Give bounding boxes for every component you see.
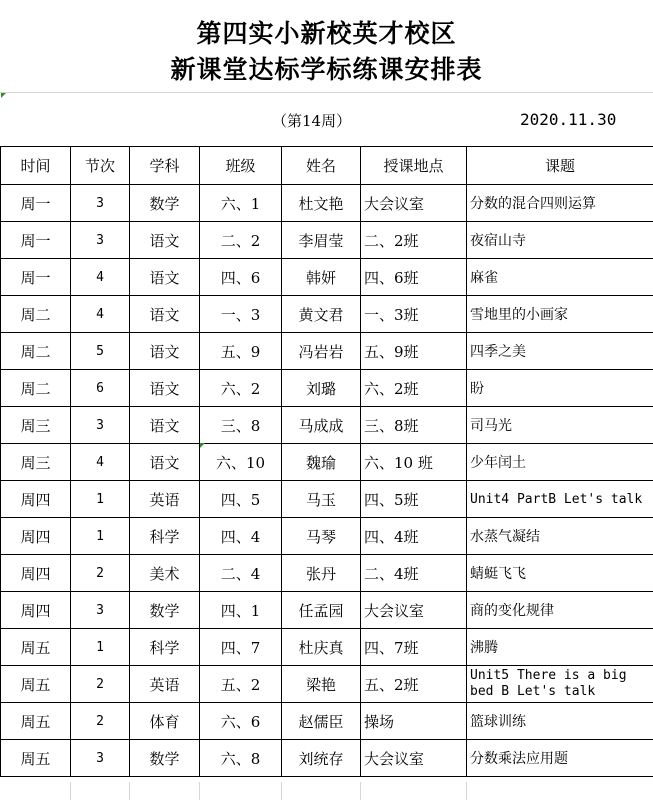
cell-class: 一、3 [200, 296, 282, 333]
week-label: （第14周） [272, 112, 352, 130]
cell-class: 四、1 [200, 592, 282, 629]
table-row [1, 703, 653, 740]
cell-class: 六、10 [200, 444, 282, 481]
cell-class: 二、4 [200, 555, 282, 592]
cell-time: 周四 [1, 592, 71, 629]
cell-class: 四、4 [200, 518, 282, 555]
cell-location: 五、9班 [361, 333, 467, 370]
date-label: 2020.11.30 [520, 110, 617, 129]
cell-class: 二、2 [200, 222, 282, 259]
cell-time: 周一 [1, 222, 71, 259]
cell-class: 五、9 [200, 333, 282, 370]
cell-time: 周三 [1, 407, 71, 444]
table-row [1, 296, 653, 333]
cell-topic: 蜻蜓飞飞 [467, 555, 653, 592]
cell-topic: 司马光 [467, 407, 653, 444]
cell-topic: 四季之美 [467, 333, 653, 370]
cell-location: 四、4班 [361, 518, 467, 555]
table-row [1, 444, 653, 481]
header-topic: 课题 [467, 147, 653, 185]
cell-topic: 少年闰土 [467, 444, 653, 481]
cell-period: 4 [71, 444, 130, 481]
cell-time: 周三 [1, 444, 71, 481]
cell-topic: 分数乘法应用题 [467, 740, 653, 777]
cell-location: 四、6班 [361, 259, 467, 296]
cell-class: 六、8 [200, 740, 282, 777]
cell-location: 二、4班 [361, 555, 467, 592]
cell-time: 周五 [1, 740, 71, 777]
cell-class: 六、2 [200, 370, 282, 407]
cell-teacher: 赵儒臣 [282, 703, 361, 740]
cell-location: 五、2班 [361, 666, 467, 703]
cell-period: 1 [71, 518, 130, 555]
cell-subject: 体育 [130, 703, 200, 740]
cell-time: 周四 [1, 518, 71, 555]
cell-subject: 语文 [130, 222, 200, 259]
cell-location: 大会议室 [361, 185, 467, 222]
table-row [1, 222, 653, 259]
cell-teacher: 马玉 [282, 481, 361, 518]
table-row [1, 259, 653, 296]
cell-subject: 英语 [130, 666, 200, 703]
cell-time: 周五 [1, 703, 71, 740]
cell-location: 大会议室 [361, 740, 467, 777]
cell-teacher: 杜庆真 [282, 629, 361, 666]
cell-location: 四、7班 [361, 629, 467, 666]
cell-time: 周四 [1, 481, 71, 518]
header-time: 时间 [1, 147, 71, 185]
cell-class: 六、6 [200, 703, 282, 740]
cell-location: 操场 [361, 703, 467, 740]
cell-teacher: 马琴 [282, 518, 361, 555]
header-name: 姓名 [282, 147, 361, 185]
cell-teacher: 李眉莹 [282, 222, 361, 259]
cell-topic: 夜宿山寺 [467, 222, 653, 259]
cell-period: 4 [71, 259, 130, 296]
cell-topic: Unit5 There is a big bed B Let's talk [467, 666, 653, 703]
cell-period: 6 [71, 370, 130, 407]
cell-teacher: 黄文君 [282, 296, 361, 333]
cell-period: 1 [71, 481, 130, 518]
cell-subject: 美术 [130, 555, 200, 592]
header-row [1, 147, 653, 185]
cell-period: 3 [71, 407, 130, 444]
table-row [1, 592, 653, 629]
cell-class: 五、2 [200, 666, 282, 703]
schedule-table [0, 146, 653, 777]
cell-teacher: 刘璐 [282, 370, 361, 407]
table-row [1, 370, 653, 407]
table-row [1, 740, 653, 777]
cell-subject: 数学 [130, 592, 200, 629]
cell-subject: 英语 [130, 481, 200, 518]
cell-teacher: 魏瑜 [282, 444, 361, 481]
page-subtitle: 新课堂达标学标练课安排表 [170, 55, 483, 84]
cell-class: 三、8 [200, 407, 282, 444]
cell-topic: Unit4 PartB Let's talk [467, 481, 653, 518]
cell-class: 六、1 [200, 185, 282, 222]
cell-time: 周二 [1, 370, 71, 407]
cell-topic: 盼 [467, 370, 653, 407]
cell-time: 周五 [1, 666, 71, 703]
sheet-grid-footer [0, 782, 653, 800]
cell-teacher: 梁艳 [282, 666, 361, 703]
cell-teacher: 马成成 [282, 407, 361, 444]
table-row [1, 333, 653, 370]
cell-subject: 数学 [130, 740, 200, 777]
cell-topic: 沸腾 [467, 629, 653, 666]
header-location: 授课地点 [361, 147, 467, 185]
cell-teacher: 张丹 [282, 555, 361, 592]
header-subject: 学科 [130, 147, 200, 185]
cell-teacher: 任孟园 [282, 592, 361, 629]
cell-period: 1 [71, 629, 130, 666]
cell-period: 3 [71, 740, 130, 777]
table-row [1, 629, 653, 666]
cell-period: 3 [71, 222, 130, 259]
cell-time: 周一 [1, 259, 71, 296]
cell-time: 周二 [1, 333, 71, 370]
cell-teacher: 刘统存 [282, 740, 361, 777]
header-period: 节次 [71, 147, 130, 185]
cell-class: 四、5 [200, 481, 282, 518]
cell-subject: 语文 [130, 444, 200, 481]
cell-topic: 篮球训练 [467, 703, 653, 740]
cell-topic: 商的变化规律 [467, 592, 653, 629]
cell-topic: 分数的混合四则运算 [467, 185, 653, 222]
cell-subject: 科学 [130, 629, 200, 666]
cell-location: 三、8班 [361, 407, 467, 444]
cell-teacher: 韩妍 [282, 259, 361, 296]
cell-period: 2 [71, 555, 130, 592]
cell-subject: 语文 [130, 333, 200, 370]
cell-location: 大会议室 [361, 592, 467, 629]
cell-topic: 雪地里的小画家 [467, 296, 653, 333]
cell-subject: 语文 [130, 296, 200, 333]
table-row [1, 518, 653, 555]
cell-location: 二、2班 [361, 222, 467, 259]
table-row [1, 555, 653, 592]
table-row [1, 407, 653, 444]
cell-teacher: 冯岩岩 [282, 333, 361, 370]
cell-location: 四、5班 [361, 481, 467, 518]
cell-time: 周一 [1, 185, 71, 222]
cell-class: 四、7 [200, 629, 282, 666]
table-row [1, 481, 653, 518]
cell-class: 四、6 [200, 259, 282, 296]
cell-time: 周四 [1, 555, 71, 592]
table-row [1, 666, 653, 703]
cell-period: 4 [71, 296, 130, 333]
cell-subject: 语文 [130, 407, 200, 444]
cell-time: 周五 [1, 629, 71, 666]
cell-subject: 科学 [130, 518, 200, 555]
table-row [1, 185, 653, 222]
header-class: 班级 [200, 147, 282, 185]
cell-subject: 数学 [130, 185, 200, 222]
cell-subject: 语文 [130, 370, 200, 407]
page-title: 第四实小新校英才校区 [196, 19, 457, 48]
cell-topic: 麻雀 [467, 259, 653, 296]
cell-location: 六、10 班 [361, 444, 467, 481]
cell-period: 2 [71, 666, 130, 703]
cell-topic: 水蒸气凝结 [467, 518, 653, 555]
cell-comment-marker-icon [200, 443, 205, 448]
cell-time: 周二 [1, 296, 71, 333]
cell-period: 2 [71, 703, 130, 740]
cell-location: 一、3班 [361, 296, 467, 333]
cell-teacher: 杜文艳 [282, 185, 361, 222]
cell-subject: 语文 [130, 259, 200, 296]
cell-period: 5 [71, 333, 130, 370]
cell-period: 3 [71, 592, 130, 629]
cell-location: 六、2班 [361, 370, 467, 407]
cell-period: 3 [71, 185, 130, 222]
